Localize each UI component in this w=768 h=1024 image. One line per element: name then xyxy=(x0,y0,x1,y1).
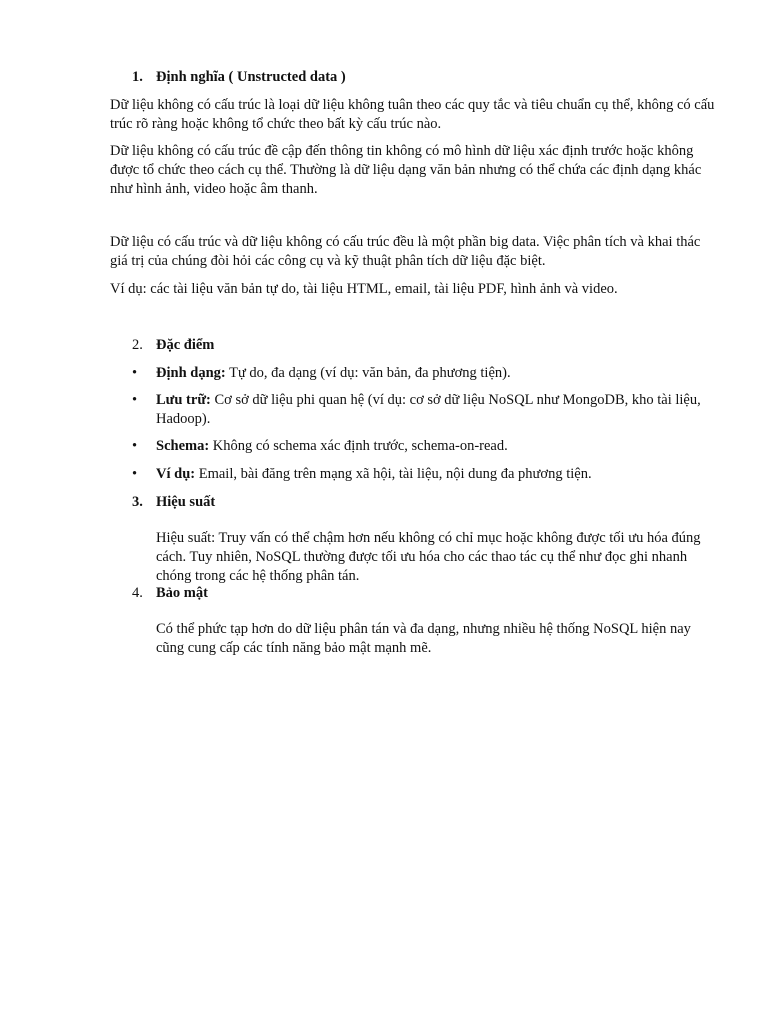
bullet-symbol: • xyxy=(132,392,138,408)
section-number: 1. xyxy=(132,69,143,85)
bullet-item xyxy=(132,391,716,429)
bullet-item xyxy=(132,364,716,383)
bullet-symbol: • xyxy=(132,365,138,381)
bullet-symbol: • xyxy=(132,466,138,482)
section-number: 3. xyxy=(132,494,143,510)
section-title: Định nghĩa ( Unstructed data ) xyxy=(156,69,346,85)
section-body: Hiệu suất: Truy vấn có thể chậm hơn nếu không có chỉ mục hoặc không được tối ưu hóa đúng cách. Tuy nhiên, NoSQL thường được tối ưu hóa cho các thao tác cụ thể như đọc ghi nhanh chóng trong các hệ thống phân tán. xyxy=(156,530,701,584)
section-heading-definition xyxy=(132,68,722,87)
paragraph: Dữ liệu không có cấu trúc là loại dữ liệu không tuân theo các quy tắc và tiêu chuẩn cụ thể, không có cấu trúc rõ ràng hoặc không tổ chức theo bất kỳ cấu trúc nào. xyxy=(110,97,715,132)
bullet-text: Email, bài đăng trên mạng xã hội, tài liệu, nội dung đa phương tiện. xyxy=(195,466,592,482)
section-heading-performance xyxy=(132,493,722,512)
section-heading-security xyxy=(132,584,722,603)
paragraph: Dữ liệu không có cấu trúc đề cập đến thông tin không có mô hình dữ liệu xác định trước hoặc không được tổ chức theo cách cụ thể. Thường là dữ liệu dạng văn bản nhưng có thể chứa các định dạng khác như hình ảnh, video hoặc âm thanh. xyxy=(110,143,702,197)
section-title: Bảo mật xyxy=(156,585,208,601)
bullet-text: Không có schema xác định trước, schema-on-read. xyxy=(209,438,508,454)
section-body: Có thể phức tạp hơn do dữ liệu phân tán và đa dạng, nhưng nhiều hệ thống NoSQL hiện nay cũng cung cấp các tính năng bảo mật mạnh mẽ. xyxy=(156,621,691,656)
bullet-item xyxy=(132,437,716,456)
section-title: Đặc điểm xyxy=(156,337,215,353)
section-title: Hiệu suất xyxy=(156,494,216,510)
bullet-text: Tự do, đa dạng (ví dụ: văn bản, đa phương tiện). xyxy=(225,365,511,381)
paragraph: Ví dụ: các tài liệu văn bản tự do, tài liệu HTML, email, tài liệu PDF, hình ảnh và video. xyxy=(110,281,618,297)
section-heading-characteristics xyxy=(132,336,722,355)
section-number: 4. xyxy=(132,585,143,601)
bullet-label: Ví dụ: xyxy=(156,466,196,482)
bullet-label: Định dạng: xyxy=(156,365,226,381)
bullet-label: Lưu trữ: xyxy=(156,392,211,408)
bullet-label: Schema: xyxy=(156,438,210,454)
bullet-symbol: • xyxy=(132,438,138,454)
paragraph: Dữ liệu có cấu trúc và dữ liệu không có cấu trúc đều là một phần big data. Việc phân tích và khai thác giá trị của chúng đòi hỏi các công cụ và kỹ thuật phân tích dữ liệu đặc biệt. xyxy=(110,234,701,269)
section-number: 2. xyxy=(132,337,143,353)
bullet-item xyxy=(132,465,716,484)
bullet-text: Cơ sở dữ liệu phi quan hệ (ví dụ: cơ sở dữ liệu NoSQL như MongoDB, kho tài liệu, Hadoop). xyxy=(156,392,701,427)
